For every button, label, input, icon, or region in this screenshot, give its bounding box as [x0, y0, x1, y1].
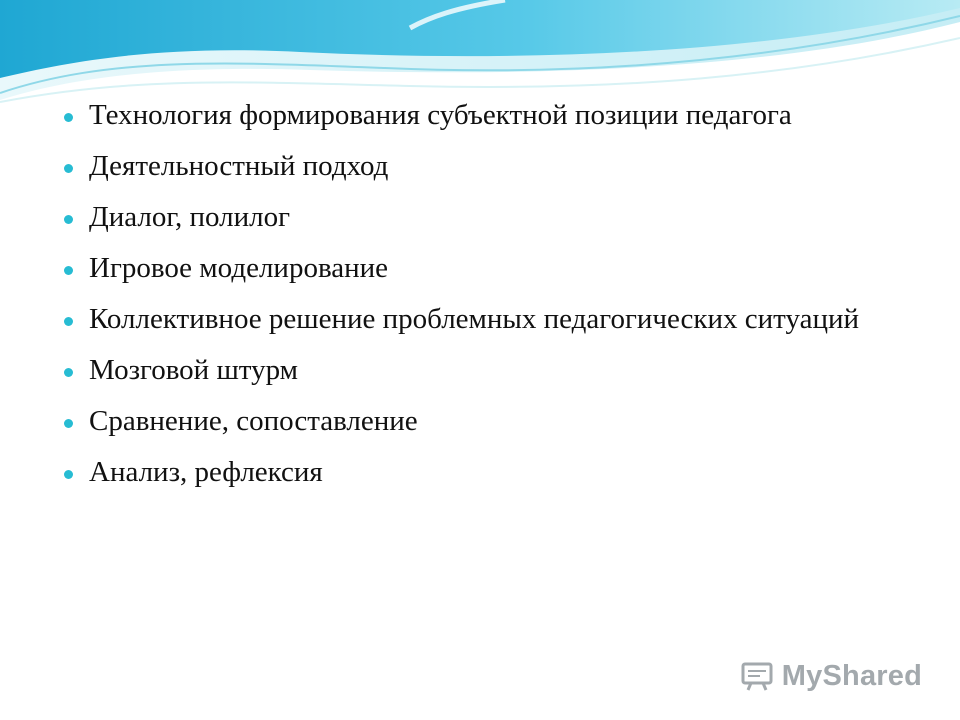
bullet-dot [64, 368, 73, 377]
watermark-text: MyShared [781, 659, 922, 692]
bullet-item-collective-problem-solving [64, 302, 884, 337]
bullet-dot [64, 470, 73, 479]
bullet-dot [64, 419, 73, 428]
bullet-item-analysis-reflection [64, 455, 884, 490]
bullet-text: Сравнение, сопоставление [89, 405, 418, 437]
presentation-icon [740, 659, 774, 693]
bullet-text: Технология формирования субъектной позиции педагога [89, 99, 792, 131]
bullet-text: Игровое моделирование [89, 252, 389, 284]
bullet-text: Диалог, полилог [89, 201, 291, 233]
bullet-dot [64, 266, 73, 275]
bullet-dot [64, 113, 73, 122]
bullet-dot [64, 164, 73, 173]
bullet-text: Мозговой штурм [89, 354, 298, 386]
bullet-text: Коллективное решение проблемных педагогических ситуаций [89, 303, 860, 335]
bullet-text: Анализ, рефлексия [89, 456, 323, 488]
bullet-item-comparison [64, 404, 884, 439]
bullet-item-game-modeling [64, 251, 884, 286]
bullet-dot [64, 215, 73, 224]
bullet-list [64, 98, 884, 506]
bullet-item-dialogue-polylogue [64, 200, 884, 235]
bullet-item-activity-approach [64, 149, 884, 184]
bullet-text: Деятельностный подход [89, 150, 389, 182]
bullet-item-subject-position-technology [64, 98, 884, 133]
bullet-item-brainstorming [64, 353, 884, 388]
bullet-dot [64, 317, 73, 326]
watermark [740, 656, 922, 696]
